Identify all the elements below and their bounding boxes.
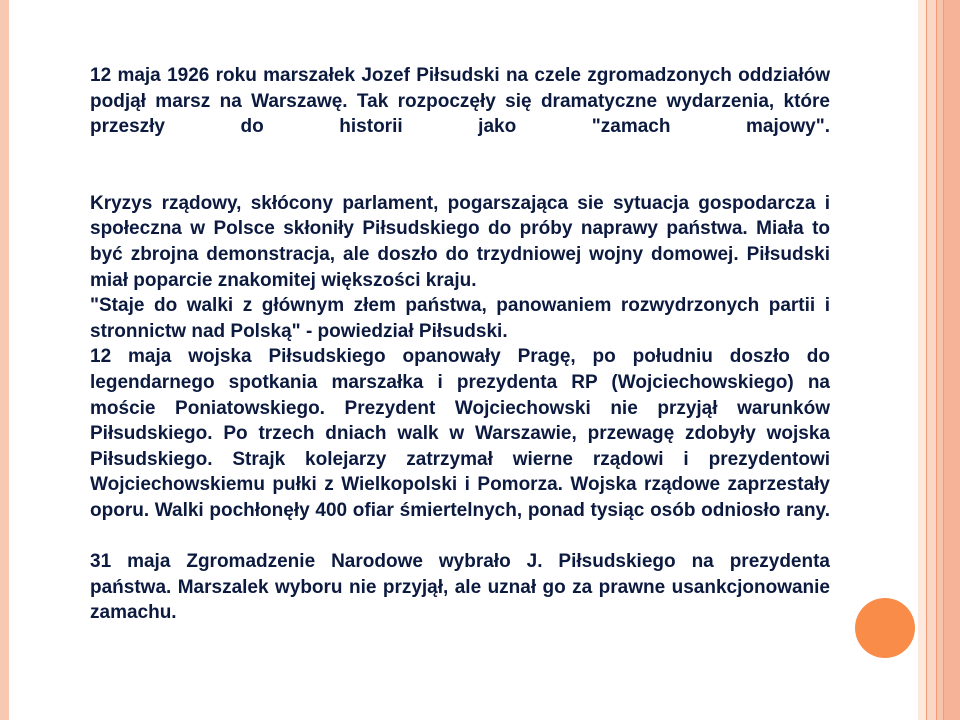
paragraph-3: "Staje do walki z głównym złem państwa, panowaniem rozwydrzonych partii i stronnictw nad Polską" - powiedział Piłsudski. (90, 295, 830, 342)
decorative-orange-circle (855, 598, 915, 658)
slide-text-body (90, 63, 830, 626)
paragraph-2: Kryzys rządowy, skłócony parlament, pogarszająca sie sytuacja gospodarcza i społeczna w Polsce skłoniły Piłsudskiego do próby naprawy państwa. Miała to być zbrojna demonstracja, ale doszło do trzydniowej wojny domowej. Piłsudski miał poparcie znakomitej większości kraju. (90, 192, 830, 291)
paragraph-spacer (90, 140, 830, 191)
right-border-line-2 (936, 0, 937, 720)
paragraph-spacer (90, 524, 830, 550)
paragraph-5: 31 maja Zgromadzenie Narodowe wybrało J. Piłsudskiego na prezydenta państwa. Marszalek wyboru nie przyjął, ale uznał go za prawne usankcjonowanie zamachu. (90, 551, 830, 624)
paragraph-1: 12 maja 1926 roku marszałek Jozef Piłsudski na czele zgromadzonych oddziałów podjął marsz na Warszawę. Tak rozpoczęły się dramatyczne wydarzenia, które przeszły do historii jako "zamach majowy". (90, 65, 830, 138)
right-border-line-1 (926, 0, 927, 720)
left-decorative-border (0, 0, 9, 720)
right-border-line-3 (943, 0, 944, 720)
paragraph-4: 12 maja wojska Piłsudskiego opanowały Pragę, po południu doszło do legendarnego spotkania marszałka i prezydenta RP (Wojciechowskiego) na moście Poniatowskiego. Prezydent Wojciechowski nie przyjął warunków Piłsudskiego. Po trzech dniach walk w Warszawie, przewagę zdobyły wojska Piłsudskiego. Strajk kolejarzy zatrzymał wierne rządowi i prezydentowi Wojciechowskiemu pułki z Wielkopolski i Pomorza. Wojska rządowe zaprzestały oporu. Walki pochłonęły 400 ofiar śmiertelnych, ponad tysiąc osób odniosło rany. (90, 346, 830, 521)
right-border-stripe-4 (944, 0, 960, 720)
